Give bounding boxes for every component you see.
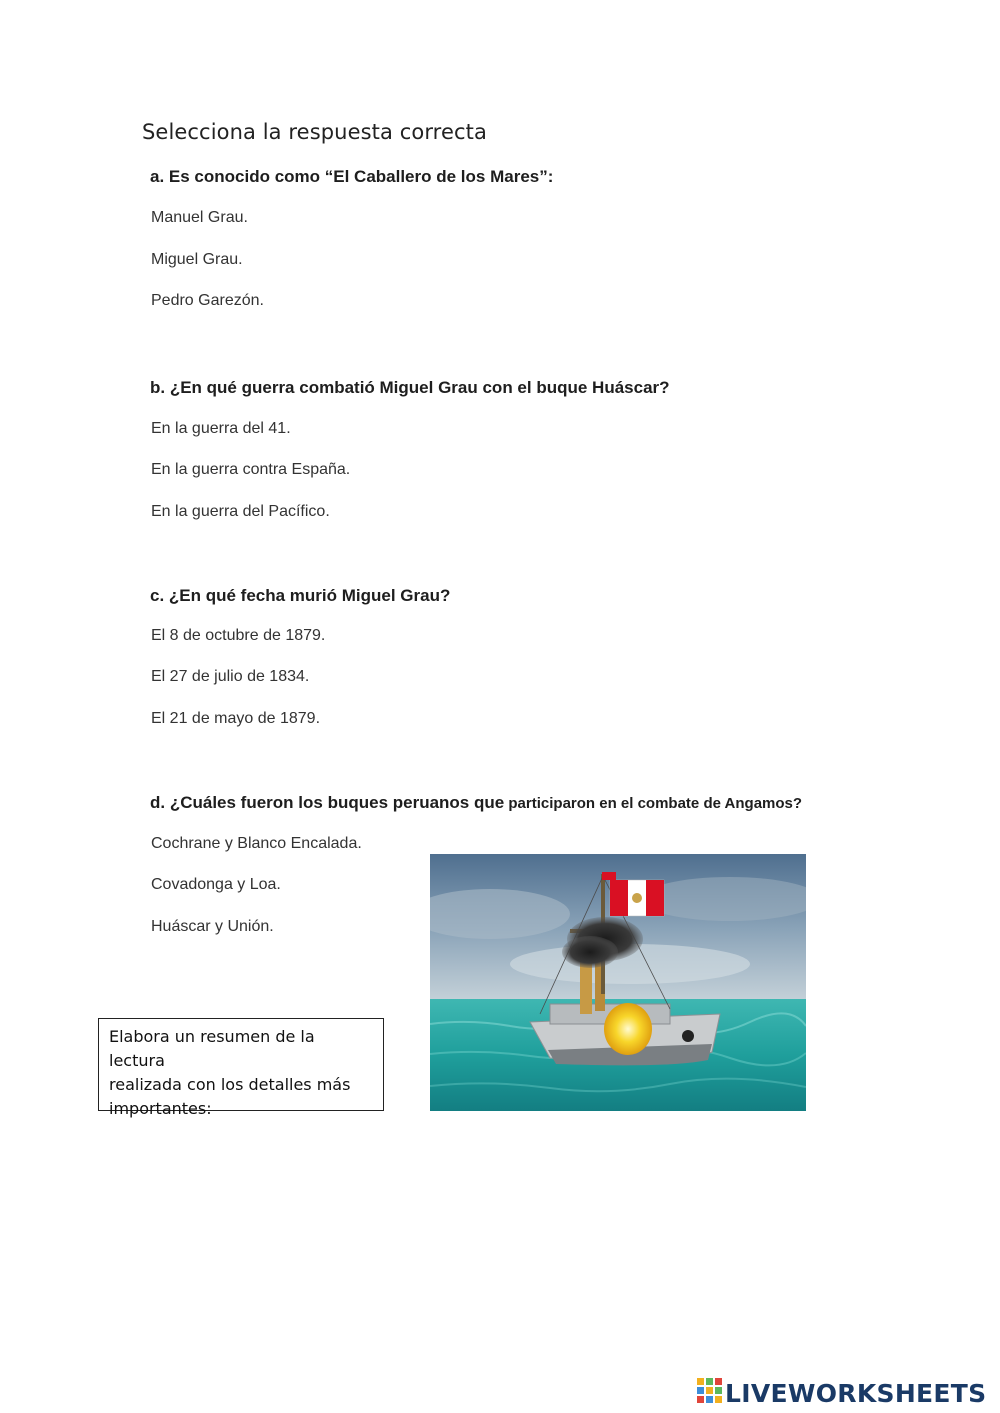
brand-logo [697,1378,986,1408]
instruction-title: Selecciona la respuesta correcta [142,120,487,144]
option-d-2[interactable]: Covadonga y Loa. [151,876,281,893]
option-a-2[interactable]: Miguel Grau. [151,251,243,268]
summary-line-1: Elabora un resumen de la lectura [109,1027,315,1070]
option-c-3[interactable]: El 21 de mayo de 1879. [151,710,321,727]
option-a-3[interactable]: Pedro Garezón. [151,292,264,309]
option-b-3[interactable]: En la guerra del Pacífico. [151,503,330,520]
ship-illustration [430,854,806,1111]
option-d-3[interactable]: Huáscar y Unión. [151,918,274,935]
summary-line-2: realizada con los detalles más [109,1075,351,1094]
option-c-2[interactable]: El 27 de julio de 1834. [151,668,310,685]
option-a-1[interactable]: Manuel Grau. [151,209,248,226]
question-c: c. ¿En qué fecha murió Miguel Grau? [150,586,451,605]
brand-grid-icon [697,1378,723,1408]
question-d-rest: participaron en el combate de Angamos? [504,795,803,812]
option-b-2[interactable]: En la guerra contra España. [151,461,351,478]
option-b-1[interactable]: En la guerra del 41. [151,420,291,437]
option-d-1[interactable]: Cochrane y Blanco Encalada. [151,835,362,852]
option-c-1[interactable]: El 8 de octubre de 1879. [151,627,326,644]
question-b: b. ¿En qué guerra combatió Miguel Grau con el buque Huáscar? [150,378,670,397]
question-d [150,793,802,813]
cannon-fire [604,1003,652,1055]
summary-textbox[interactable] [98,1018,384,1118]
summary-line-3: importantes: [109,1099,212,1118]
brand-text: LIVEWORKSHEETS [725,1378,987,1408]
question-a: a. Es conocido como “El Caballero de los Mares”: [150,167,554,186]
question-d-main: d. ¿Cuáles fueron los buques peruanos que [150,793,505,812]
